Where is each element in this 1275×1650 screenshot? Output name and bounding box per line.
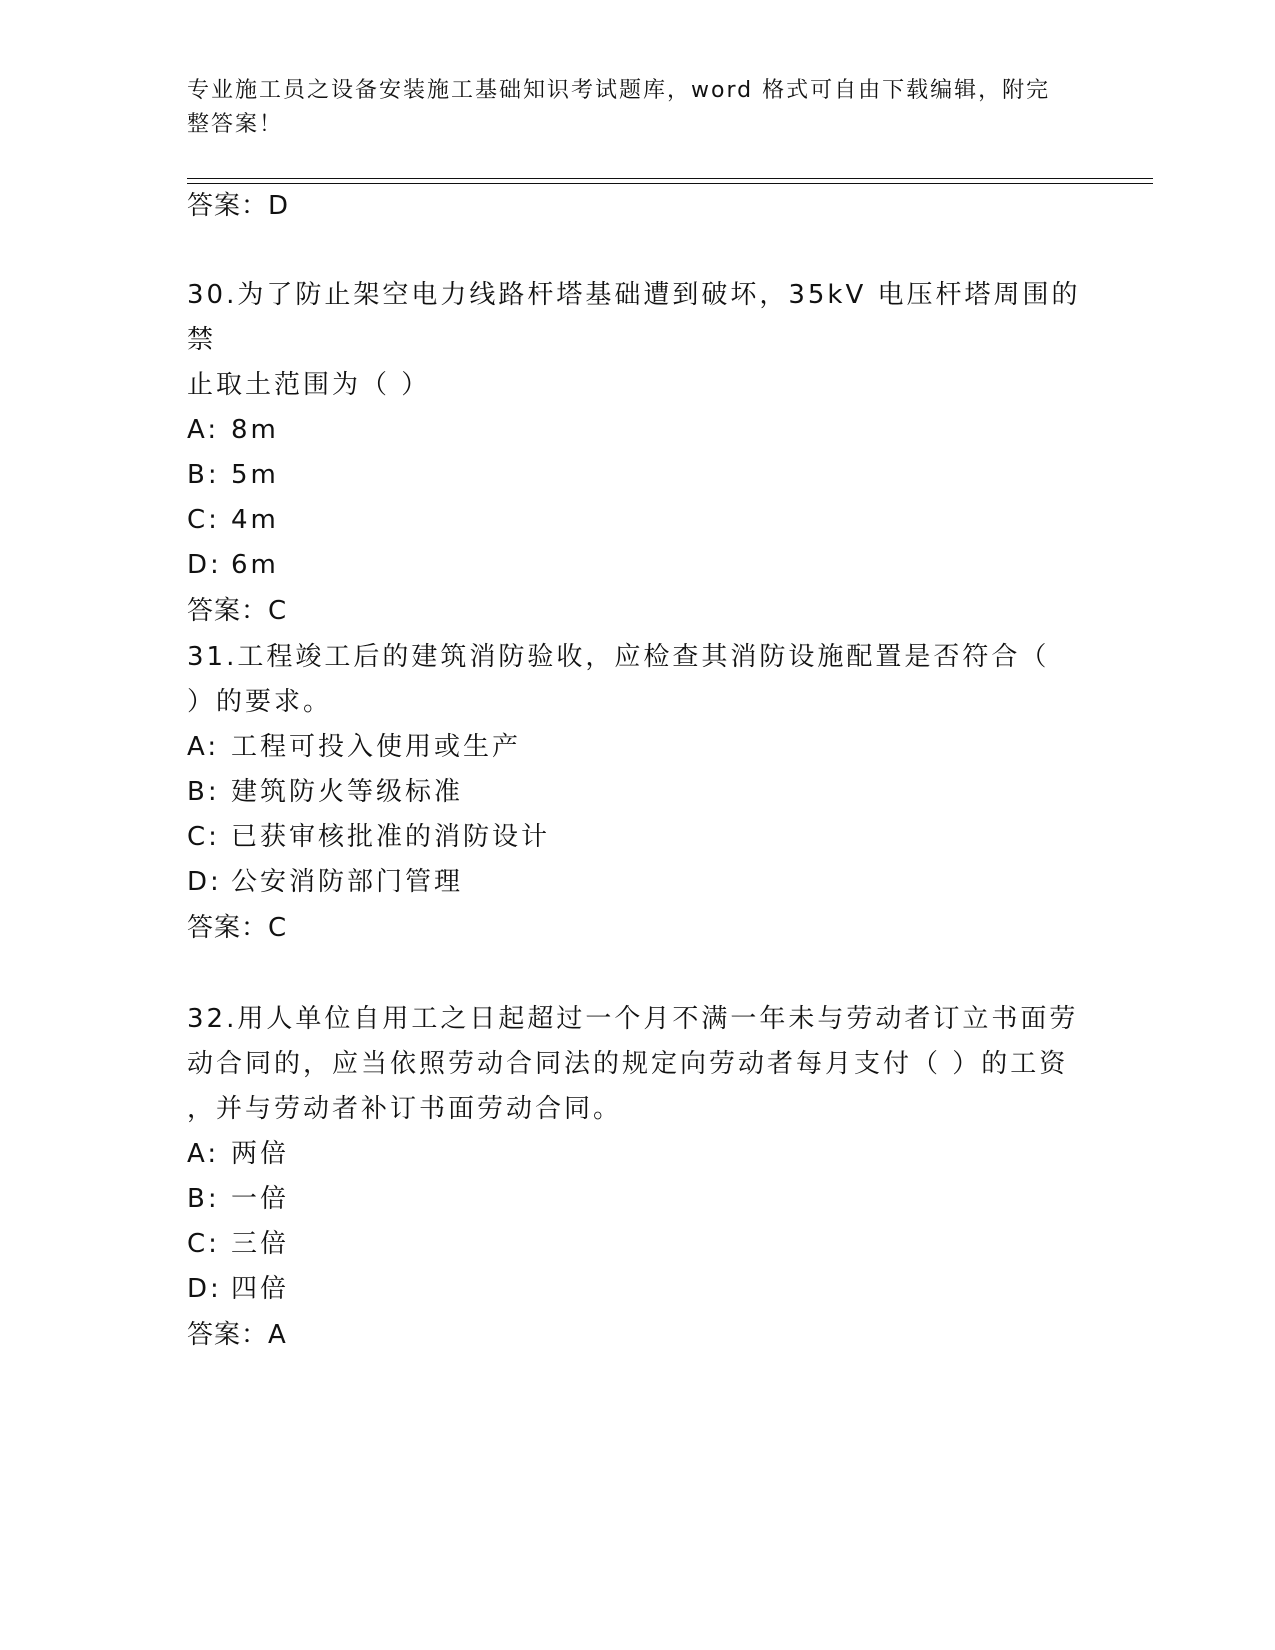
question-answer: 答案：A bbox=[187, 1320, 287, 1350]
option-c bbox=[187, 498, 1087, 543]
option-c bbox=[187, 815, 1087, 860]
option-key: C: bbox=[187, 505, 220, 535]
document-header bbox=[187, 74, 1067, 142]
question-stem-line: 32.用人单位自用工之日起超过一个月不满一年未与劳动者订立书面劳 bbox=[187, 1004, 1079, 1034]
question-stem-line: 止取土范围为（ ） bbox=[187, 370, 431, 400]
option-text: 工程可投入使用或生产 bbox=[231, 732, 522, 762]
previous-answer: 答案：D bbox=[187, 191, 290, 221]
question-stem-line: 动合同的，应当依照劳动合同法的规定向劳动者每月支付（ ）的工资 bbox=[187, 1049, 1069, 1079]
option-key: D: bbox=[187, 550, 222, 580]
option-text: 公安消防部门管理 bbox=[231, 867, 464, 897]
question-answer: 答案：C bbox=[187, 596, 288, 626]
option-key: B: bbox=[187, 777, 220, 807]
header-line-1: 专业施工员之设备安装施工基础知识考试题库，word 格式可自由下载编辑，附完 bbox=[187, 78, 1051, 103]
question-32 bbox=[187, 997, 1087, 1353]
question-stem-line: 31.工程竣工后的建筑消防验收，应检查其消防设施配置是否符合（ bbox=[187, 642, 1050, 672]
option-c bbox=[187, 1222, 1087, 1267]
option-a bbox=[187, 408, 1087, 453]
option-key: C: bbox=[187, 822, 220, 852]
option-text: 8m bbox=[231, 415, 279, 445]
option-a bbox=[187, 1132, 1087, 1177]
option-text: 已获审核批准的消防设计 bbox=[231, 822, 551, 852]
option-key: C: bbox=[187, 1229, 220, 1259]
option-d bbox=[187, 543, 1087, 588]
question-answer: 答案：C bbox=[187, 913, 288, 943]
option-b bbox=[187, 770, 1087, 815]
option-b bbox=[187, 453, 1087, 498]
option-text: 4m bbox=[231, 505, 279, 535]
option-text: 6m bbox=[231, 550, 279, 580]
option-text: 5m bbox=[231, 460, 279, 490]
option-key: A: bbox=[187, 732, 220, 762]
question-stem-line: ，并与劳动者补订书面劳动合同。 bbox=[187, 1094, 623, 1124]
option-d bbox=[187, 1267, 1087, 1312]
option-text: 两倍 bbox=[231, 1139, 290, 1169]
option-text: 一倍 bbox=[231, 1184, 290, 1214]
option-b bbox=[187, 1177, 1087, 1222]
header-rule-top bbox=[187, 178, 1153, 179]
option-d bbox=[187, 860, 1087, 905]
option-key: D: bbox=[187, 867, 222, 897]
option-key: D: bbox=[187, 1274, 222, 1304]
option-text: 三倍 bbox=[231, 1229, 290, 1259]
question-30 bbox=[187, 273, 1087, 629]
option-key: A: bbox=[187, 415, 220, 445]
option-key: B: bbox=[187, 1184, 220, 1214]
option-text: 四倍 bbox=[231, 1274, 290, 1304]
question-stem-line: 30.为了防止架空电力线路杆塔基础遭到破坏，35kV 电压杆塔周围的禁 bbox=[187, 280, 1081, 355]
question-31 bbox=[187, 635, 1087, 946]
option-text: 建筑防火等级标准 bbox=[231, 777, 464, 807]
option-key: B: bbox=[187, 460, 220, 490]
option-key: A: bbox=[187, 1139, 220, 1169]
header-line-2: 整答案！ bbox=[187, 112, 284, 137]
option-a bbox=[187, 725, 1087, 770]
question-stem-line: ）的要求。 bbox=[187, 687, 333, 717]
header-rule-bottom bbox=[187, 183, 1153, 184]
